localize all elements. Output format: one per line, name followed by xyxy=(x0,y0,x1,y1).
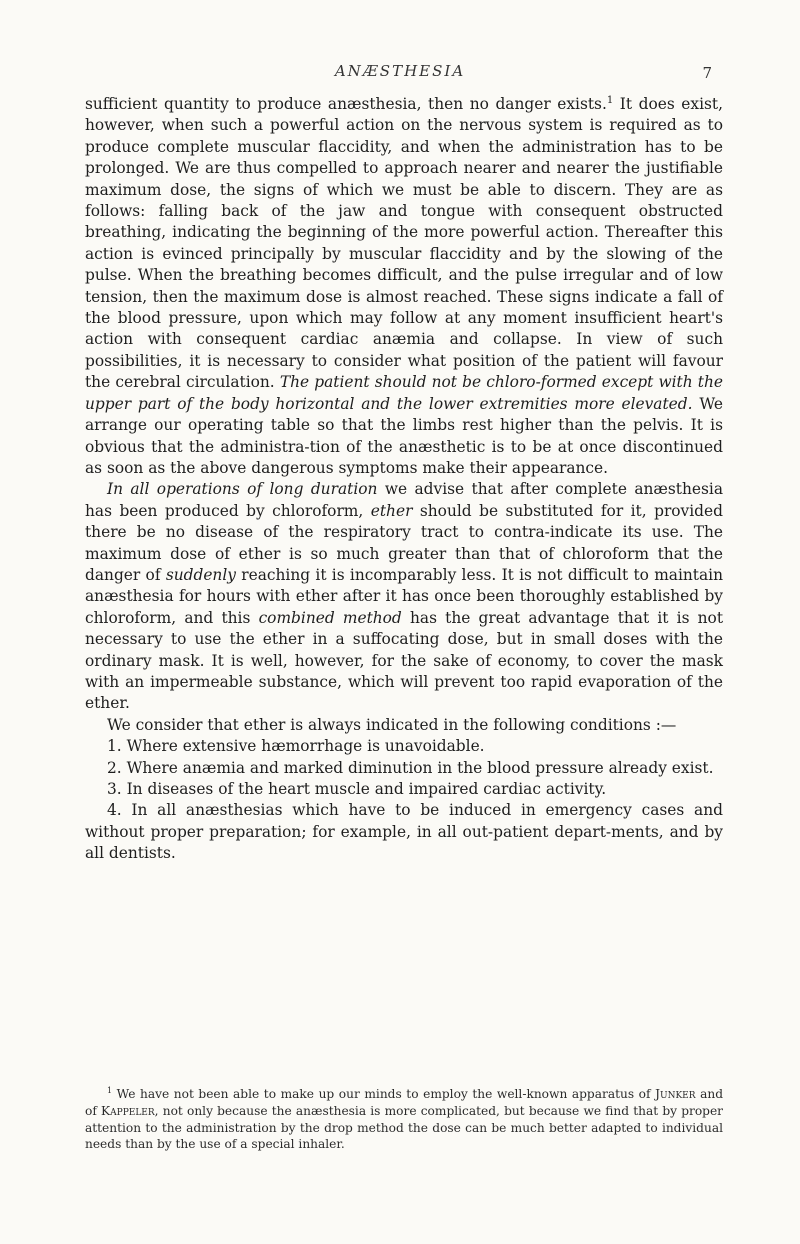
footnote-text xyxy=(85,1086,723,1153)
list-item-3: 3. In diseases of the heart muscle and impaired cardiac activity. xyxy=(107,780,607,798)
page-header xyxy=(0,62,800,84)
paragraph-3: We consider that ether is always indicated in the following conditions :— xyxy=(107,715,677,734)
p2-text-b: should be substituted for it, provided there be no disease of the respiratory tract to contra-indicate its use. The maximum dose of ether is so much greater than that of chloroform that the danger of xyxy=(85,501,723,584)
p1-text-a: sufficient quantity to produce anæsthesia, then no danger exists. xyxy=(85,95,607,113)
page-number: 7 xyxy=(702,64,712,82)
p2-italic-1: In all operations of long duration xyxy=(107,480,378,499)
footnote xyxy=(85,1086,723,1153)
body-text xyxy=(85,94,723,865)
p2-text-c: reaching it is incomparably less. It is not difficult to maintain anæsthesia for hours with ether after it has once been thoroughly established by chloroform, and this xyxy=(85,565,723,627)
list-item-4: 4. In all anæsthesias which have to be induced in emergency cases and without proper preparation; for example, in all out-patient depart-ments, and by all dentists. xyxy=(85,801,723,863)
p2-italic-2: ether xyxy=(370,501,413,520)
footnote-text-b: and of xyxy=(85,1087,723,1118)
footnote-mark: 1 xyxy=(107,1085,113,1095)
footnote-text-a: We have not been able to make up our minds to employ the well-known apparatus of xyxy=(112,1087,656,1101)
paragraph-1 xyxy=(85,94,723,479)
p1-italic: The patient should not be chloro-formed except with the upper part of the body horizontal and the lower extremities more elevated. xyxy=(85,373,724,413)
list-item-2: 2. Where anæmia and marked diminution in the blood pressure already exist. xyxy=(107,758,714,777)
footnote-name-kappeler: Kappeler xyxy=(101,1103,155,1118)
p2-text-d: has the great advantage that it is not necessary to use the ether in a suffocating dose, but in small doses with the ordinary mask. It is well, however, for the sake of economy, to cover the mask with an impermeable substance, which will prevent too rapid evaporation of the ether. xyxy=(85,608,724,713)
footnote-name-junker: Junker xyxy=(655,1087,696,1101)
p1-text-b: It does exist, however, when such a powerful action on the nervous system is required as to produce complete muscular flaccidity, and when the administration has to be prolonged. We are thus compelled to approach nearer and nearer the justifiable maximum dose, the signs of which we must be able to discern. They are as follows: falling back of the jaw and tongue with consequent obstructed breathing, indicating the beginning of the more powerful action. Thereafter this action is evinced principally by muscular flaccidity and by the slowing of the pulse. When the breathing becomes difficult, and the pulse irregular and of low tension, then the maximum dose is almost reached. These signs indicate a fall of the blood pressure, upon which may follow at any moment insufficient heart's action with consequent cardiac anæmia and collapse. In view of such possibilities, it is necessary to consider what position of the patient will favour the cerebral circulation. xyxy=(85,95,723,392)
running-title: ANÆSTHESIA xyxy=(334,62,466,80)
p1-text-c: We arrange our operating table so that the limbs rest higher than the pelvis. It is obvious that the administra-tion of the anæsthetic is to be at once discontinued as soon as the above dangerous symptoms make their appearance. xyxy=(85,394,723,477)
footnote-reference: 1 xyxy=(606,94,614,106)
paragraph-2 xyxy=(85,479,723,714)
p2-text-a: we advise that after complete anæsthesia has been produced by chloroform, xyxy=(85,480,723,520)
p2-italic-3: suddenly xyxy=(165,565,236,584)
list-item-1: 1. Where extensive hæmorrhage is unavoidable. xyxy=(107,737,485,756)
footnote-text-c: , not only because the anæsthesia is more complicated, but because we find that by proper attention to the administration by the drop method the dose can be much better adapted to individual needs than by the use of a special inhaler. xyxy=(85,1103,724,1152)
p2-italic-4: combined method xyxy=(258,608,402,627)
